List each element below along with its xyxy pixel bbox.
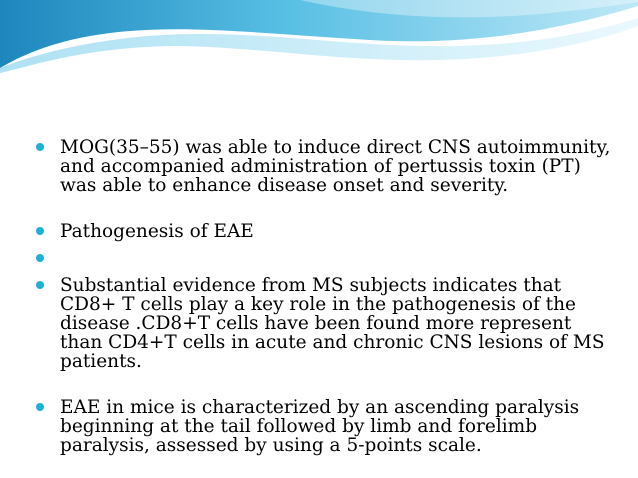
bullet-text: Pathogenesis of EAE [60, 221, 254, 242]
bullet-text: MOG(35–55) was able to induce direct CNS autoimmunity, and accompanied administration of pertussis toxin (PT) was able to enhance disease onset and severity. [60, 137, 611, 196]
bullet-dot-icon [36, 227, 44, 235]
bullet-item [34, 138, 614, 195]
bullet-dot-icon [36, 281, 44, 289]
bullet-list [34, 138, 614, 455]
bullet-dot-icon [36, 403, 44, 411]
header-wave-decoration [0, 0, 638, 80]
bullet-item [34, 276, 614, 371]
bullet-text: Substantial evidence from MS subjects indicates that CD8+ T cells play a key role in the pathogenesis of the disease .CD8+T cells have been found more represent than CD4+T cells in acute and chronic CNS lesions of MS patients. [60, 275, 605, 372]
bullet-item [34, 249, 614, 268]
bullet-text: EAE in mice is characterized by an ascending paralysis beginning at the tail followed by limb and forelimb paralysis, assessed by using a 5-points scale. [60, 397, 580, 456]
bullet-dot-icon [36, 254, 44, 262]
bullet-item [34, 398, 614, 455]
bullet-dot-icon [36, 143, 44, 151]
bullet-item [34, 222, 614, 241]
